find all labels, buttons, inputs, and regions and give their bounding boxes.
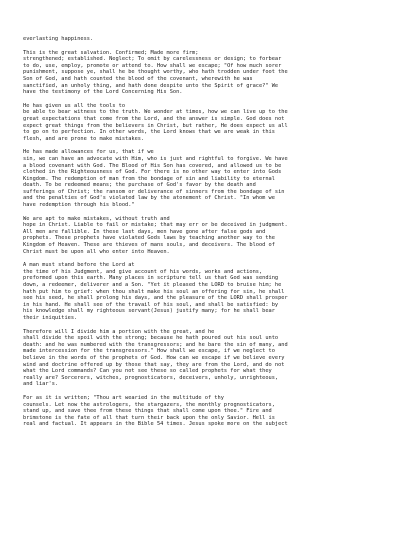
text-line: Kingdom of Heaven. These are thieves of mans souls, and deceivers. The blood of <box>23 242 275 249</box>
paragraph <box>23 149 396 208</box>
text-line: death: and he was numbered with the transgressors; and he bare the sin of many, and <box>23 341 288 348</box>
text-line: made intercession for the transgressors." How shall we escape, if we neglect to <box>23 348 275 355</box>
text-line: sanctified, an unholy thing, and hath done despite unto the Spirit of grace?" We <box>23 82 279 89</box>
paragraph <box>23 262 396 321</box>
text-line: have the testimony of the Lord Concerning His Son. <box>23 89 183 96</box>
text-line: their iniquities. <box>23 314 78 321</box>
text-line: Therefore will I divide him a portion with the great, and he <box>23 328 215 335</box>
text-line: A man must stand before the Lord at <box>23 262 135 269</box>
text-line: to go on to perfection. In other words, the Lord knows that we are weak in this <box>23 129 275 136</box>
text-line: wind and doctrine offered up by those that say, they are from the Lord, and do not <box>23 361 285 368</box>
text-line: All men are fallible. In these last days, men have gone after false gods and <box>23 228 266 235</box>
text-line: real and factual. It appears in the Bible 54 times. Jesus spoke more on the subject <box>23 421 288 428</box>
text-line: hath put him to grief: when thou shalt make his soul an offering for sin, he shall <box>23 288 285 295</box>
text-line: This is the great salvation. Confirmed; Made more firm; <box>23 49 199 56</box>
text-line: a blood covenant with God. The Blood of His Son has covered, and allowed us to be <box>23 162 282 169</box>
text-line: and liar's. <box>23 381 59 388</box>
text-line: sufferings of Christ; the ransom or deliverance of sinners from the bondage of sin <box>23 188 285 195</box>
text-line: great expectations that come from the Lord, and the answer is simple. God does not <box>23 115 285 122</box>
paragraph <box>23 103 396 143</box>
text-line: stand up, and save thee from these things that shall come upon thee." Fire and <box>23 408 272 415</box>
text-line: He has given us all the tools to <box>23 102 126 109</box>
text-line: down, a redeemer, deliverer and a Son. "Yet it pleased the LORD to bruise him; he <box>23 282 282 288</box>
text-line: sin, we can have an advocate with Him, who is just and rightful to forgive. We have <box>23 155 288 162</box>
text-line: prophets. These prophets have violated Gods laws by teaching another way to the <box>23 235 275 242</box>
text-line: preformed upon this earth. Many places in scripture tell us that God was sending <box>23 275 279 282</box>
text-line: expect great things from the believers in Christ, but rather, He does expect us all <box>23 122 288 129</box>
text-line: the time of his Judgment, and give account of his words, works and actions, <box>23 268 263 275</box>
text-line: be able to bear witness to the truth. We wonder at times, how we can live up to the <box>23 109 288 116</box>
text-line: hope in Christ. Liable to fail or mistake; that may err or be deceived in judgment. <box>23 222 288 229</box>
text-line: He has made allowances for us, that if we <box>23 149 154 156</box>
text-line: in his hand. He shall see of the travail of his soul, and shall be satisfied: by <box>23 301 279 308</box>
text-line: We are apt to make mistakes, without truth and <box>23 215 170 222</box>
text-line: Kingdom. The redemption of man from the bondage of sin and liability to eternal <box>23 175 275 182</box>
text-line: really are? Sorcerers, witches, prognosticators, deceivers, unholy, unrighteous, <box>23 374 279 381</box>
text-line: his knowledge shall my righteous servant(Jesus) justify many; for he shall bear <box>23 308 275 315</box>
text-line: and the penalties of God's violated law by the atonement of Christ. "In whom we <box>23 195 275 202</box>
text-line: to do, use, employ, promote or attend to. How shall we escape; "Of how much sorer <box>23 62 282 69</box>
text-line: punishment, suppose ye, shall he be thought worthy, who hath trodden under foot the <box>23 69 288 76</box>
paragraph <box>23 36 396 43</box>
text-line: For as it is written; "Thou art wearied in the multitude of thy <box>23 394 224 401</box>
text-line: flesh, and are prone to make mistakes. <box>23 135 145 142</box>
text-line: shall divide the spoil with the strong; because he hath poured out his soul unto <box>23 335 279 342</box>
text-line: have redemption through his blood." <box>23 202 135 209</box>
paragraph <box>23 395 396 428</box>
paragraph <box>23 329 396 388</box>
text-line: clothed in the Righteousness of God. For there is no other way to enter into Gods <box>23 169 282 176</box>
text-line: death. To be redeemed means; the purchase of God's favor by the death and <box>23 182 256 189</box>
text-line: Son of God, and hath counted the blood of the covenant, wherewith he was <box>23 75 253 82</box>
paragraph <box>23 50 396 96</box>
paragraph <box>23 216 396 256</box>
text-line: what the Lord commands? Can you not see these so called prophets for what they <box>23 368 272 375</box>
text-line: counsels. Let now the astrologers, the stargazers, the monthly prognosticators, <box>23 401 275 408</box>
text-line: see his seed, he shall prolong his days, and the pleasure of the LORD shall prosper <box>23 295 288 302</box>
text-line: everlasting happiness. <box>23 36 94 42</box>
text-line: brimstone is the fate of all that turn their back upon the only Savior. Hell is <box>23 414 275 421</box>
text-line: strengthened; established. Neglect; To omit by carelessness or design; to forbear <box>23 56 282 63</box>
text-line: believe in the words of the prophets of God. How can we escape if we believe every <box>23 354 285 361</box>
text-line: Christ must be upon all who enter into Heaven. <box>23 248 170 255</box>
